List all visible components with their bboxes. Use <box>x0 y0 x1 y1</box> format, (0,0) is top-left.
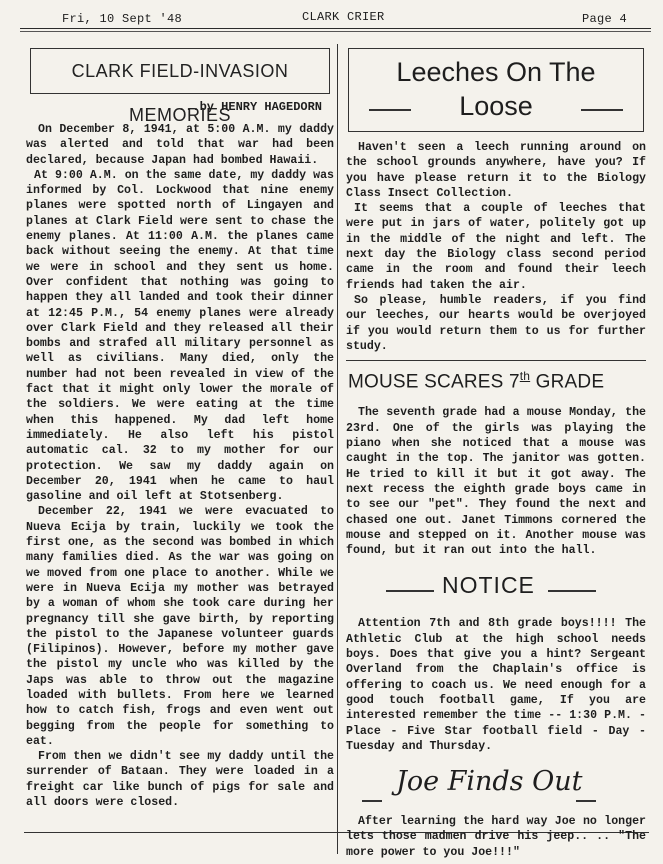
left-column <box>26 48 334 810</box>
leeches-paragraph: Haven't seen a leech running around on the school grounds anywhere, have you? If you have please return it to the Biology Class Insect Collection. <box>346 141 646 200</box>
issue-date: Fri, 10 Sept '48 <box>62 12 183 26</box>
notice-article <box>346 616 646 754</box>
header-rule-secondary <box>20 31 651 32</box>
notice-paragraph: Attention 7th and 8th grade boys!!!! The Athletic Club at the high school needs boys. Does that give you a hint? Sergeant Overland from the Chaplain's office is offering to coach us. We need enough for a good touch football game, If you are interested remember the time -- 1:30 P.M. - Place - Five Star football field - Day - Tuesday and Thursday. <box>346 617 646 753</box>
leeches-article <box>346 140 646 354</box>
title-dash <box>386 590 434 592</box>
mouse-paragraph: The seventh grade had a mouse Monday, the 23rd. One of the girls was playing the piano when she noticed that a mouse was caught in the top. The janitor was gotten. He tried to kill it but it got away. The next recess the eighth grade boys came in to see our "pet". They found the next and chased one out. Janet Timmons cornered the mouse and stepped on it. Another mouse was found, but it ran out into the hall. <box>346 406 646 558</box>
memories-paragraph: At 9:00 A.M. on the same date, my daddy was informed by Col. Lockwood that nine enemy planes were spotted north of Lingayen and planes at Clark Field were sent to chase the enemy planes. At 11:00 A.M. the planes came back without seeing the enemy. At that time we were in school and they sent us home. Over confident that nothing was going to happen they all landed and took their dinner at 12:45 P.M., 54 enemy planes were already over Clark Field and they released all their bombs and strafed all military personnel as well as civilians. Many died, only the number had not been revealed in view of the fact that it might only lower the morale of the soldiers. We were eating at the time when this happened. My dad left home immediately. He also left his pistol automatic cal. 32 to my mother for our protection. We saw my daddy again on December 20, 1941 when he came to haul gasoline and oil left at Stotsenberg. <box>26 168 334 504</box>
mouse-article <box>346 405 646 558</box>
memories-paragraph: On December 8, 1941, at 5:00 A.M. my daddy was alerted and told that war had been declared, because Japan had bombed Hawaii. <box>26 123 334 167</box>
title-dash <box>362 800 382 802</box>
notice-title-text: NOTICE <box>442 572 535 599</box>
memories-paragraph: From then we didn't see my daddy until the surrender of Bataan. They were loaded in a freight car like bunch of pigs for sale and all doors were closed. <box>26 750 334 810</box>
joe-article <box>346 814 646 860</box>
right-column <box>346 48 646 860</box>
memories-title: CLARK FIELD-INVASION MEMORIES <box>30 48 330 94</box>
title-dash <box>548 590 596 592</box>
leeches-title-line1: Leeches On The <box>396 57 596 87</box>
leeches-title-line2: Loose <box>459 91 533 121</box>
page-number: Page 4 <box>581 12 627 26</box>
joe-paragraph: After learning the hard way Joe no longer lets those madmen drive his jeep.. .. "The more power to you Joe!!!" <box>346 815 646 859</box>
mouse-title <box>348 369 646 393</box>
leeches-paragraph: So please, humble readers, if you find our leeches, our hearts would be overjoyed if you would return them to us for further study. <box>346 293 646 353</box>
section-rule <box>346 360 646 361</box>
memories-article <box>26 122 334 810</box>
memories-byline: ...by HENRY HAGEDORN <box>177 100 322 114</box>
memories-paragraph: December 22, 1941 we were evacuated to Nueva Ecija by train, luckily we took the first one, as the second was bombed in which many families died. As the war was going on we moved from one place to another. While we were in Nueva Ecija my mother was betrayed by a woman of whom she took care during her pregnancy till she gave birth, by reporting the pistol to the Japanese volunteer guards (Filipinos). However, before my mother gave the pistol my uncle who was killed by the Japs was able to throw out the magazine loaded with bullets. From here we learned how to catch fish, frogs and even went out begging from the people for something to eat. <box>26 505 334 748</box>
leeches-paragraph: It seems that a couple of leeches that were put in jars of water, politely got up in the middle of the night and left. The next day the Biology class second period came in the room and found their leech friends had taken the air. <box>346 202 646 292</box>
title-dash <box>576 800 596 802</box>
mouse-title-end: GRADE <box>530 371 605 393</box>
title-dash <box>581 109 623 111</box>
header-rule <box>20 28 651 29</box>
column-divider <box>337 44 338 854</box>
joe-title <box>346 764 646 808</box>
mouse-title-sup: th <box>519 369 531 384</box>
joe-title-text: Joe Finds Out <box>396 766 583 798</box>
newspaper-name: CLARK CRIER <box>302 10 385 24</box>
notice-title <box>346 568 646 608</box>
mouse-title-main: MOUSE SCARES 7 <box>348 371 520 393</box>
leeches-title-box <box>348 48 644 132</box>
